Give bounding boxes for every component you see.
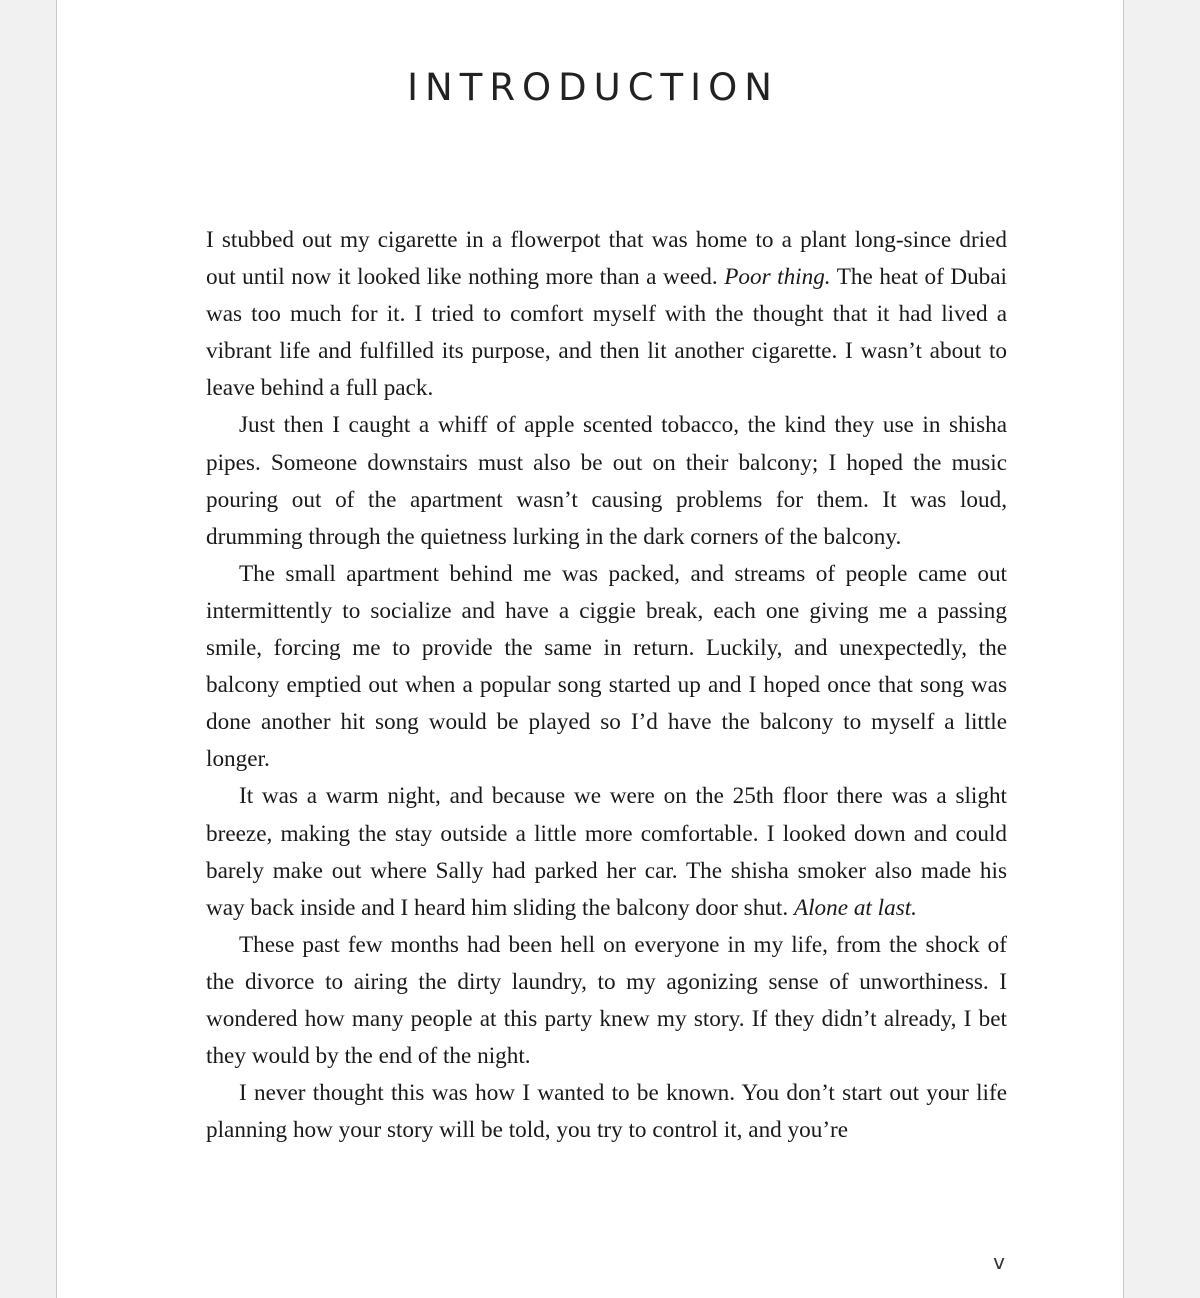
text-run: The small apartment behind me was packed, and streams of people came out intermittently to socialize and have a ciggie break, each one giving me a passing smile, forcing me to provide the same in return. Luckily, and unexpectedly, the balcony emptied out when a popular song started up and I hoped once that song was done another hit song would be played so I’d have the balcony to myself a little longer.	[206, 560, 1007, 773]
text-run: It was a warm night, and because we were on the 25th floor there was a slight breeze, making the stay outside a little more comfortable. I looked down and could barely make out where Sally had parked her car. The shisha smoker also made his way back inside and I heard him sliding the balcony door shut.	[206, 783, 1007, 921]
paragraph	[206, 778, 1007, 926]
text-run: The heat of Dubai was too much for it. I tried to comfort myself with the thought that it had lived a vibrant life and fulfilled its purpose, and then lit another cigarette. I wasn’t about to leave behind a full pack.	[206, 264, 1008, 402]
italic-text-run: Poor thing.	[724, 264, 831, 291]
page-number: v	[993, 1250, 1005, 1274]
paragraph	[206, 927, 1007, 1075]
book-page	[56, 0, 1124, 1298]
paragraph	[206, 556, 1007, 779]
text-run: Just then I caught a whiff of apple scented tobacco, the kind they use in shisha pipes. Someone downstairs must also be out on their balcony; I hoped the music pouring out of the apartment wasn’t causing problems for them. It was loud, drumming through the quietness lurking in the dark corners of the balcony.	[206, 412, 1007, 550]
paragraph	[206, 222, 1007, 407]
text-run: These past few months had been hell on everyone in my life, from the shock of the divorce to airing the dirty laundry, to my agonizing sense of unworthiness. I wondered how many people at this party knew my story. If they didn’t already, I bet they would by the end of the night.	[206, 931, 1007, 1070]
italic-text-run: Alone at last.	[793, 894, 917, 921]
paragraph	[206, 407, 1007, 555]
chapter-title: INTRODUCTION	[407, 66, 779, 109]
paragraph	[206, 1075, 1007, 1149]
text-run: I stubbed out my cigarette in a flowerpot that was home to a plant long-since dried out until now it looked like nothing more than a weed.	[206, 227, 1007, 291]
body-text	[206, 222, 1007, 1149]
text-run: I never thought this was how I wanted to be known. You don’t start out your life planning how your story will be told, you try to control it, and you’re	[206, 1080, 1007, 1144]
